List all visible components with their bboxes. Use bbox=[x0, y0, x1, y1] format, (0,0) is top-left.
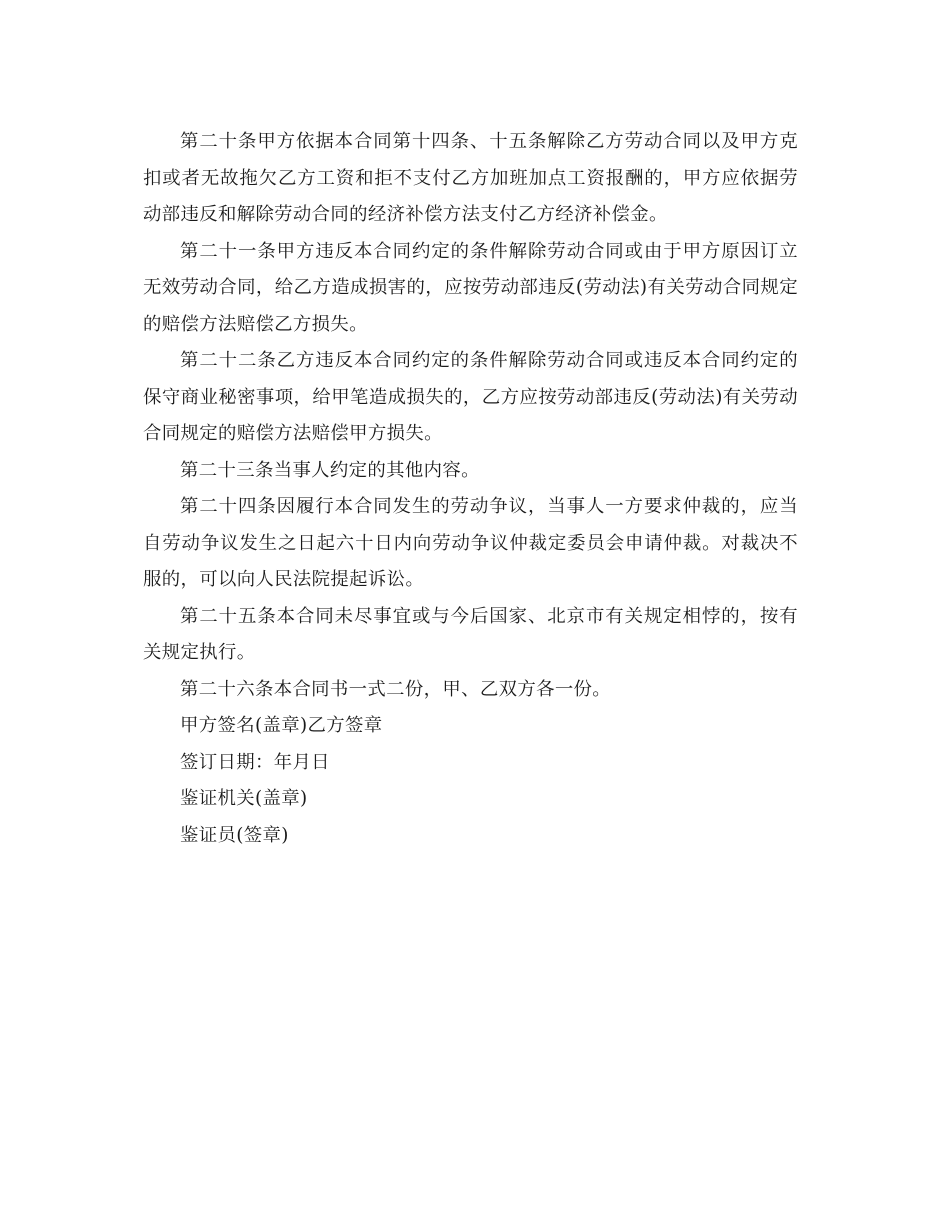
article-20-paragraph: 第二十条甲方依据本合同第十四条、十五条解除乙方劳动合同以及甲方克扣或者无故拖欠乙方工资和拒不支付乙方加班加点工资报酬的，甲方应依据劳动部违反和解除劳动合同的经济补偿方法支付乙方经济补偿金。 bbox=[143, 131, 798, 225]
contract-body bbox=[143, 124, 798, 854]
party-signature-line: 甲方签名(盖章)乙方签章 bbox=[180, 715, 383, 736]
article-25-paragraph: 第二十五条本合同未尽事宜或与今后国家、北京市有关规定相悖的，按有关规定执行。 bbox=[143, 605, 798, 663]
verification-authority-line: 鉴证机关(盖章) bbox=[180, 788, 308, 809]
signing-date-line: 签订日期：年月日 bbox=[180, 751, 330, 773]
article-21-paragraph: 第二十一条甲方违反本合同约定的条件解除劳动合同或由于甲方原因订立无效劳动合同，给乙方造成损害的，应按劳动部违反(劳动法)有关劳动合同规定的赔偿方法赔偿乙方损失。 bbox=[143, 240, 798, 335]
verifier-signature-line: 鉴证员(签章) bbox=[180, 824, 289, 846]
article-26-paragraph: 第二十六条本合同书一式二份，甲、乙双方各一份。 bbox=[180, 678, 612, 700]
article-23-paragraph: 第二十三条当事人约定的其他内容。 bbox=[180, 459, 480, 481]
article-24-paragraph: 第二十四条因履行本合同发生的劳动争议，当事人一方要求仲裁的，应当自劳动争议发生之日起六十日内向劳动争议仲裁定委员会申请仲裁。对裁决不服的，可以向人民法院提起诉讼。 bbox=[143, 496, 798, 590]
article-22-paragraph: 第二十二条乙方违反本合同约定的条件解除劳动合同或违反本合同约定的保守商业秘密事项，给甲笔造成损失的，乙方应按劳动部违反(劳动法)有关劳动合同规定的赔偿方法赔偿甲方损失。 bbox=[143, 350, 798, 444]
